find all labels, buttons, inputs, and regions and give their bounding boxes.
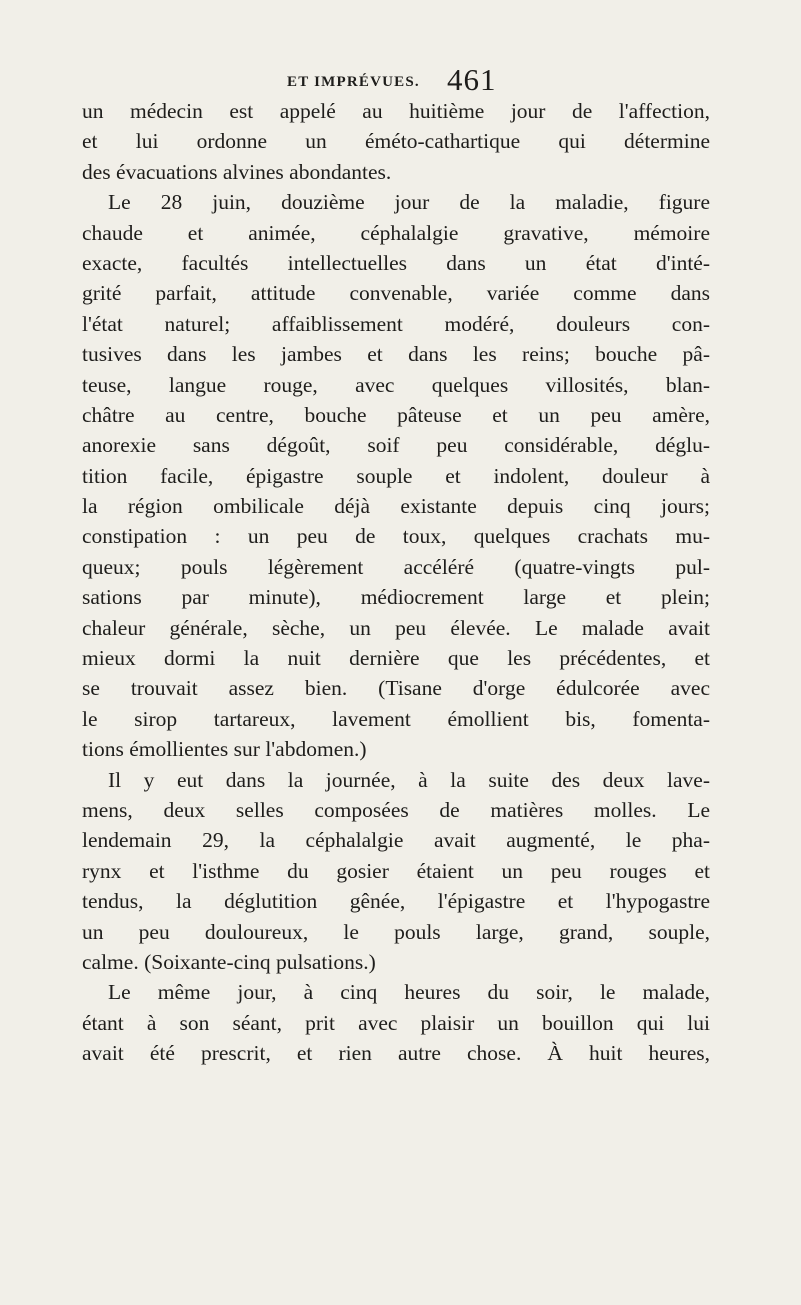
text-line: anorexie sans dégoût, soif peu considérable, déglu-	[82, 433, 710, 458]
body-text	[82, 96, 710, 1069]
text-line: tions émollientes sur l'abdomen.)	[82, 737, 367, 762]
text-line: un peu douloureux, le pouls large, grand, souple,	[82, 919, 710, 944]
text-line: tendus, la déglutition gênée, l'épigastre et l'hypogastre	[82, 889, 710, 914]
text-line: sations par minute), médiocrement large et plein;	[82, 585, 710, 610]
text-line: la région ombilicale déjà existante depuis cinq jours;	[82, 494, 710, 519]
text-line: Il y eut dans la journée, à la suite des deux lave-	[108, 767, 710, 792]
text-line: rynx et l'isthme du gosier étaient un peu rouges et	[82, 858, 710, 883]
text-line: étant à son séant, prit avec plaisir un bouillon qui lui	[82, 1010, 710, 1035]
text-line: tition facile, épigastre souple et indolent, douleur à	[82, 463, 710, 488]
text-line: mens, deux selles composées de matières molles. Le	[82, 797, 710, 822]
text-line: calme. (Soixante-cinq pulsations.)	[82, 949, 376, 974]
text-line: se trouvait assez bien. (Tisane d'orge édulcorée avec	[82, 676, 710, 701]
text-line: queux; pouls légèrement accéléré (quatre-vingts pul-	[82, 554, 710, 579]
text-line: châtre au centre, bouche pâteuse et un peu amère,	[82, 402, 710, 427]
text-line: Le 28 juin, douzième jour de la maladie, figure	[108, 190, 710, 215]
text-line: le sirop tartareux, lavement émollient bis, fomenta-	[82, 706, 710, 731]
text-line: teuse, langue rouge, avec quelques villosités, blan-	[82, 372, 710, 397]
text-line: chaleur générale, sèche, un peu élevée. Le malade avait	[82, 615, 710, 640]
text-line: des évacuations alvines abondantes.	[82, 159, 392, 184]
text-line: grité parfait, attitude convenable, variée comme dans	[82, 281, 710, 306]
text-line: constipation : un peu de toux, quelques crachats mu-	[82, 524, 710, 549]
text-line: avait été prescrit, et rien autre chose. À huit heures,	[82, 1041, 710, 1066]
text-line: mieux dormi la nuit dernière que les précédentes, et	[82, 646, 710, 671]
text-line: tusives dans les jambes et dans les reins; bouche pâ-	[82, 342, 710, 367]
running-title: ET IMPRÉVUES.	[287, 74, 420, 90]
text-line: Le même jour, à cinq heures du soir, le malade,	[108, 980, 710, 1005]
text-line: exacte, facultés intellectuelles dans un état d'inté-	[82, 250, 710, 275]
text-line: et lui ordonne un éméto-cathartique qui détermine	[82, 129, 710, 154]
text-line: l'état naturel; affaiblissement modéré, douleurs con-	[82, 311, 710, 336]
text-line: un médecin est appelé au huitième jour de l'affection,	[82, 99, 710, 123]
text-line: lendemain 29, la céphalalgie avait augmenté, le pha-	[82, 828, 710, 853]
text-line: chaude et animée, céphalalgie gravative, mémoire	[82, 220, 710, 245]
page-number: 461	[447, 62, 497, 97]
